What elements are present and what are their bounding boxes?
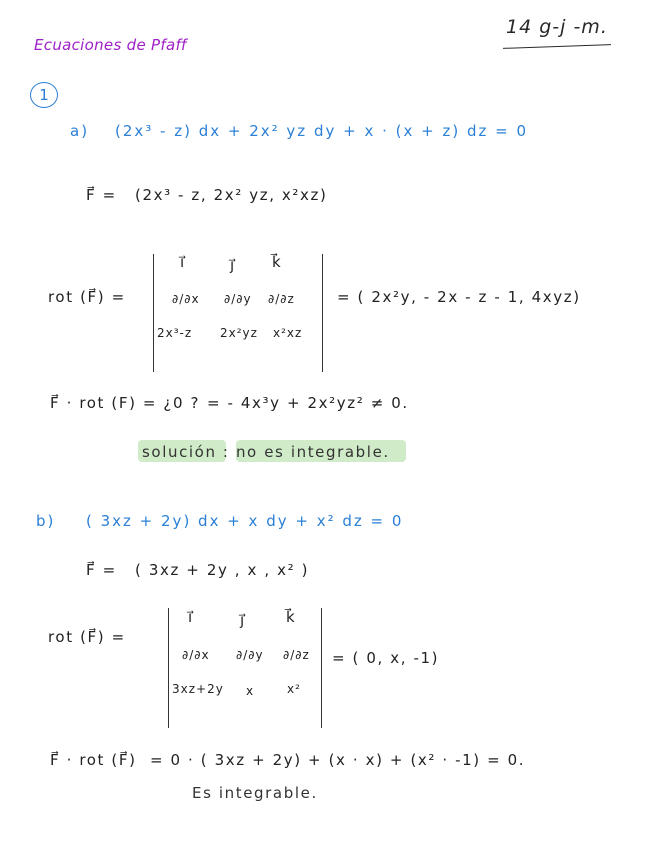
part-b-rot-label: rot (F⃗) = (48, 628, 126, 646)
part-b-det-i: i⃗ (188, 608, 194, 626)
part-a-det-row3-2: 2x²yz (220, 326, 258, 340)
part-b-F-label: F⃗ = (86, 561, 117, 579)
part-a-solution: solución : no es integrable. (142, 443, 390, 461)
part-a-rot-result: = ( 2x²y, - 2x - z - 1, 4xyz) (337, 288, 581, 306)
part-b-det-row3-3: x² (287, 682, 301, 696)
part-a-det-row3-1: 2x³-z (157, 326, 193, 340)
part-a-F-label: F⃗ = (86, 186, 117, 204)
part-b-check-label: F⃗ · rot (F⃗) (50, 751, 137, 769)
part-b-label: b) (36, 512, 56, 530)
part-a-det-i: i⃗ (180, 253, 186, 271)
part-a-label: a) (70, 122, 90, 140)
part-b-check-result: = 0 · ( 3xz + 2y) + (x · x) + (x² · -1) = 0. (150, 751, 526, 769)
part-b-det-k: k⃗ (286, 608, 297, 626)
page-title: Ecuaciones de Pfaff (34, 36, 187, 54)
part-b-det-dx: ∂/∂x (182, 648, 210, 662)
part-b-det-dz: ∂/∂z (283, 648, 310, 662)
part-a-F-value: (2x³ - z, 2x² yz, x²xz) (135, 186, 328, 204)
part-a-equation: (2x³ - z) dx + 2x² yz dy + x · (x + z) dz = 0 (115, 122, 529, 140)
part-a-det-row3-3: x²xz (273, 326, 303, 340)
part-a-check-label: F⃗ · rot (F) = ¿0 ? (50, 394, 201, 412)
part-b-F-value: ( 3xz + 2y , x , x² ) (135, 561, 310, 579)
part-b-solution: Es integrable. (192, 784, 318, 802)
problem-number-circle: 1 (30, 82, 58, 108)
part-a-rot-label: rot (F⃗) = (48, 288, 126, 306)
part-b-det-left-bar (168, 608, 169, 728)
part-b-det-row3-1: 3xz+2y (172, 682, 224, 696)
part-a-det-left-bar (153, 254, 154, 372)
part-b-det-j: j⃗ (240, 611, 246, 629)
part-b-det-dy: ∂/∂y (236, 648, 264, 662)
part-a-det-j: j⃗ (230, 256, 236, 274)
part-b-rot-result: = ( 0, x, -1) (332, 649, 440, 667)
part-a-det-dx: ∂/∂x (172, 292, 200, 306)
part-b-det-row3-2: x (246, 684, 255, 698)
part-a-det-dy: ∂/∂y (224, 292, 252, 306)
part-a-det-dz: ∂/∂z (268, 292, 295, 306)
part-a-det-right-bar (322, 254, 323, 372)
part-b-equation: ( 3xz + 2y) dx + x dy + x² dz = 0 (86, 512, 404, 530)
date-underline (503, 44, 611, 49)
part-a-check-result: = - 4x³y + 2x²yz² ≠ 0. (207, 394, 409, 412)
part-b-det-right-bar (321, 608, 322, 728)
date-note: 14 g-j -m. (506, 16, 608, 38)
part-a-det-k: k⃗ (272, 253, 283, 271)
